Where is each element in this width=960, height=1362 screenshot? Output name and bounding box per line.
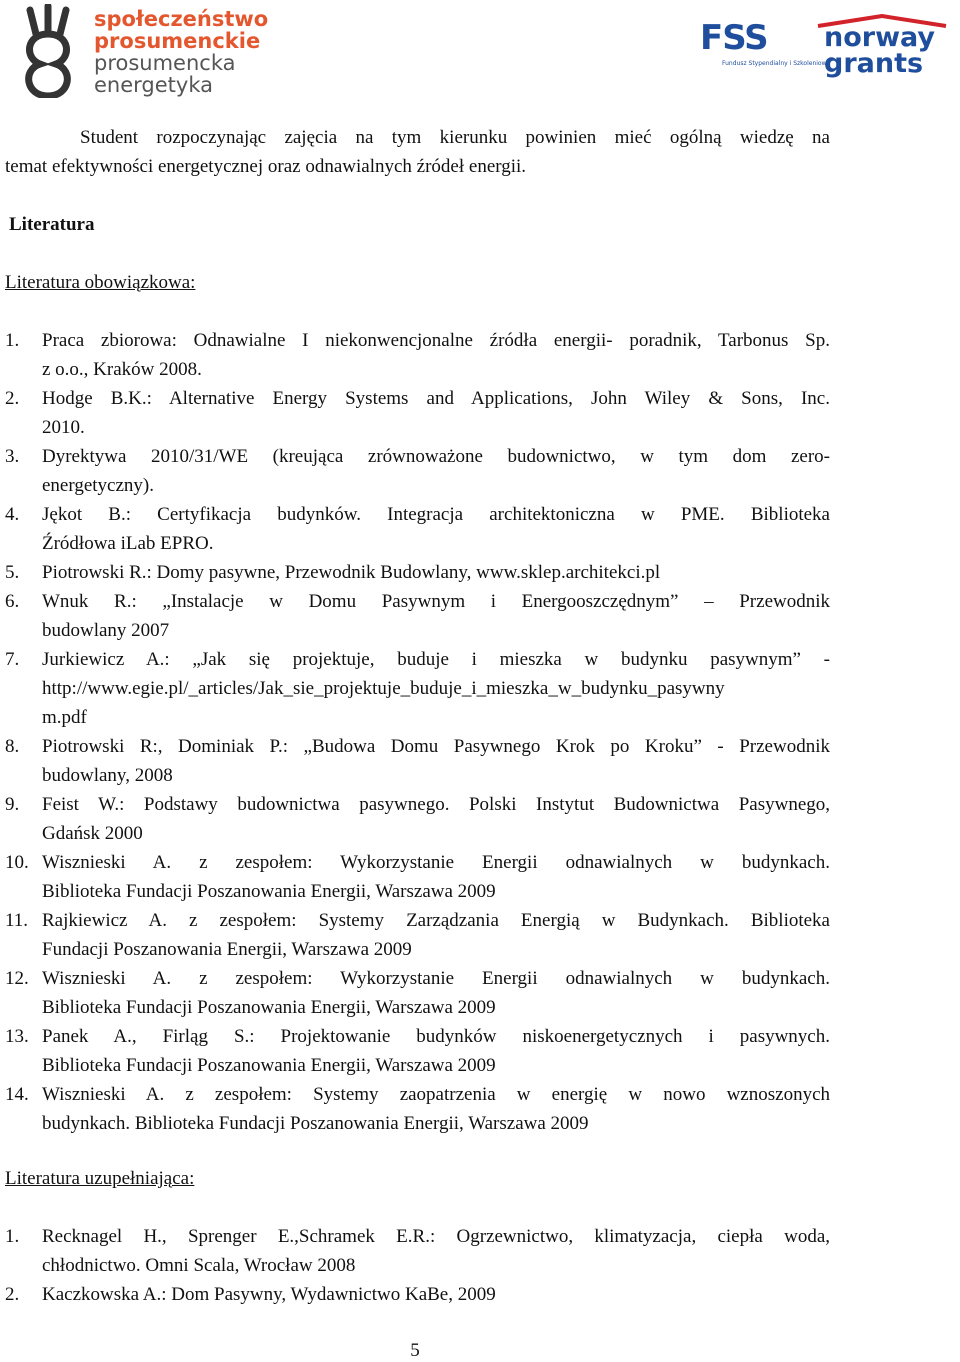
list-item-number: 13. <box>5 1026 29 1047</box>
list-item-number: 1. <box>5 1226 20 1247</box>
list-item-line: Gdańsk 2000 <box>42 823 143 844</box>
required-literature-title: Literatura obowiązkowa: <box>5 272 196 293</box>
list-item-line: Wisznieski A. z zespołem: Systemy zaopatrzenia w energię w nowo wznoszonych <box>42 1084 830 1105</box>
logo-line-3: prosumencka <box>94 51 236 75</box>
norway-grants-line-2: grants <box>824 48 924 79</box>
list-item-number: 8. <box>5 736 20 757</box>
prosumer-symbol-icon <box>8 4 88 98</box>
list-item-number: 4. <box>5 504 20 525</box>
list-item-line: Jękot B.: Certyfikacja budynków. Integracja architektoniczna w PME. Biblioteka <box>42 504 830 525</box>
list-item-line: Panek A., Firląg S.: Projektowanie budynków niskoenergetycznych i pasywnych. <box>42 1026 830 1047</box>
list-item-line: Biblioteka Fundacji Poszanowania Energii, Warszawa 2009 <box>42 997 496 1018</box>
list-item-number: 9. <box>5 794 20 815</box>
list-item-line: Praca zbiorowa: Odnawialne I niekonwencjonalne źródła energii- poradnik, Tarbonus Sp. <box>42 330 830 351</box>
list-item-line: http://www.egie.pl/_articles/Jak_sie_projektuje_buduje_i_mieszka_w_budynku_pasywny <box>42 678 725 699</box>
logo-line-4: energetyka <box>94 73 213 97</box>
section-title: Literatura <box>9 214 95 235</box>
list-item-line: Wnuk R.: „Instalacje w Domu Pasywnym i Energooszczędnym” – Przewodnik <box>42 591 830 612</box>
list-item-line: Biblioteka Fundacji Poszanowania Energii, Warszawa 2009 <box>42 881 496 902</box>
list-item-line: Kaczkowska A.: Dom Pasywny, Wydawnictwo KaBe, 2009 <box>42 1284 496 1305</box>
list-item-line: Źródłowa iLab EPRO. <box>42 533 214 554</box>
list-item-line: Feist W.: Podstawy budownictwa pasywnego. Polski Instytut Budownictwa Pasywnego, <box>42 794 830 815</box>
list-item-line: budynkach. Biblioteka Fundacji Poszanowania Energii, Warszawa 2009 <box>42 1113 589 1134</box>
list-item-line: energetyczny). <box>42 475 155 496</box>
logo-line-2: prosumenckie <box>94 29 261 53</box>
list-item-number: 2. <box>5 1284 20 1305</box>
list-item-line: Recknagel H., Sprenger E.,Schramek E.R.: Ogrzewnictwo, klimatyzacja, ciepła woda, <box>42 1226 830 1247</box>
norway-grants-line-1: norway <box>824 22 936 53</box>
list-item-number: 6. <box>5 591 20 612</box>
intro-line-2: temat efektywności energetycznej oraz odnawialnych źródeł energii. <box>5 156 527 177</box>
intro-line-1: Student rozpoczynając zajęcia na tym kierunku powinien mieć ogólną wiedzę na <box>80 127 830 148</box>
list-item-number: 11. <box>5 910 29 931</box>
norway-grants-logo <box>812 14 952 84</box>
list-item-line: chłodnictwo. Omni Scala, Wrocław 2008 <box>42 1255 356 1276</box>
list-item-number: 5. <box>5 562 20 583</box>
list-item-line: Fundacji Poszanowania Energii, Warszawa 2009 <box>42 939 412 960</box>
supplementary-literature-title: Literatura uzupełniająca: <box>5 1168 195 1189</box>
list-item-number: 10. <box>5 852 29 873</box>
list-item-line: Jurkiewicz A.: „Jak się projektuje, buduje i mieszka w budynku pasywnym” - <box>42 649 830 670</box>
list-item-line: Dyrektywa 2010/31/WE (kreująca zrównoważone budownictwo, w tym dom zero- <box>42 446 830 467</box>
list-item-line: budowlany 2007 <box>42 620 170 641</box>
list-item-number: 3. <box>5 446 20 467</box>
list-item-number: 2. <box>5 388 20 409</box>
list-item-line: Wisznieski A. z zespołem: Wykorzystanie Energii odnawialnych w budynkach. <box>42 852 830 873</box>
list-item-line: 2010. <box>42 417 85 438</box>
list-item-line: Piotrowski R.: Domy pasywne, Przewodnik Budowlany, www.sklep.architekci.pl <box>42 562 661 583</box>
list-item-line: Rajkiewicz A. z zespołem: Systemy Zarządzania Energią w Budynkach. Biblioteka <box>42 910 830 931</box>
list-item-line: Piotrowski R:, Dominiak P.: „Budowa Domu Pasywnego Krok po Kroku” - Przewodnik <box>42 736 830 757</box>
page-header <box>0 0 960 100</box>
list-item-line: budowlany, 2008 <box>42 765 173 786</box>
list-item-line: Hodge B.K.: Alternative Energy Systems and Applications, John Wiley & Sons, Inc. <box>42 388 830 409</box>
list-item-line: m.pdf <box>42 707 87 728</box>
spoleczenstwo-prosumenckie-logo <box>8 4 269 98</box>
list-item-number: 14. <box>5 1084 29 1105</box>
list-item-line: Biblioteka Fundacji Poszanowania Energii, Warszawa 2009 <box>42 1055 496 1076</box>
list-item-number: 1. <box>5 330 20 351</box>
logo-line-1: społeczeństwo <box>94 7 269 31</box>
list-item-number: 12. <box>5 968 29 989</box>
list-item-number: 7. <box>5 649 20 670</box>
page-number: 5 <box>410 1340 420 1361</box>
fss-logo-text: FSS <box>700 18 768 58</box>
list-item-line: Wisznieski A. z zespołem: Wykorzystanie Energii odnawialnych w budynkach. <box>42 968 830 989</box>
fss-logo <box>700 18 831 78</box>
fss-logo-subtext: Fundusz Stypendialny i Szkoleniowy <box>722 60 831 67</box>
list-item-line: z o.o., Kraków 2008. <box>42 359 202 380</box>
